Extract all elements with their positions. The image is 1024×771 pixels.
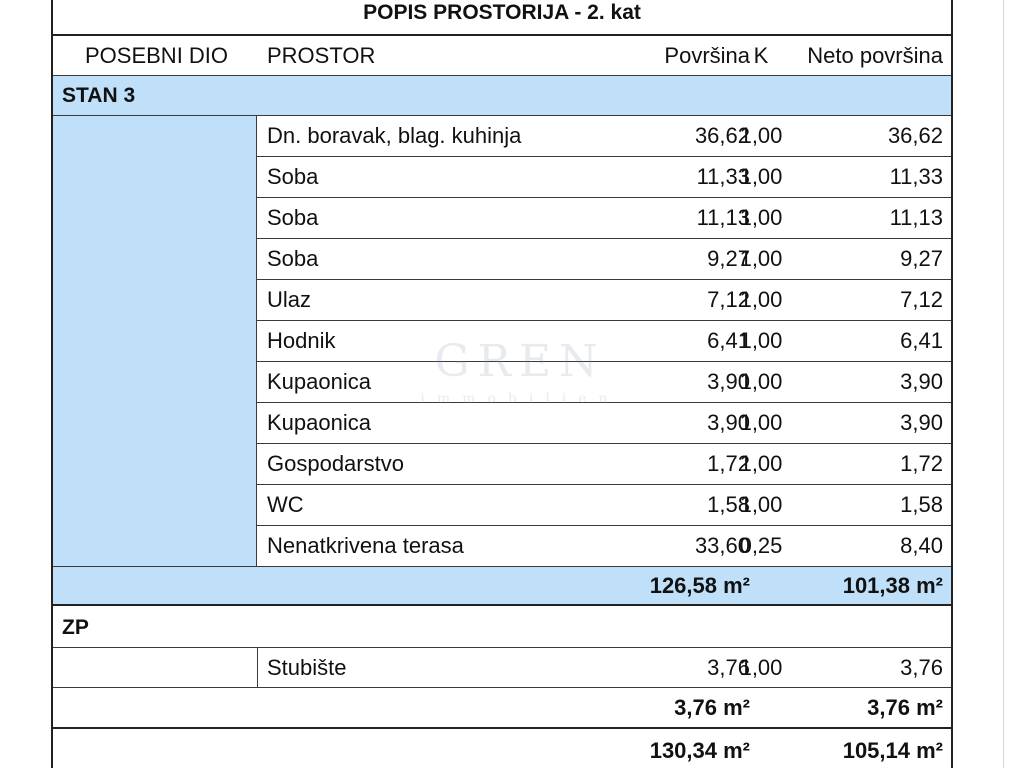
table-title-row — [53, 0, 951, 36]
stan3-total-neto: 101,38 m² — [842, 572, 943, 598]
room-name: Dn. boravak, blag. kuhinja — [267, 123, 522, 148]
table-row — [257, 239, 951, 280]
header-povrsina: Površina — [664, 42, 750, 68]
room-povrsina: 3,90 — [707, 410, 750, 435]
room-k: 0,25 — [739, 533, 783, 558]
stan3-total-row — [53, 566, 951, 606]
table-row — [257, 485, 951, 526]
room-neto: 1,58 — [900, 492, 943, 517]
room-neto: 36,62 — [887, 123, 943, 148]
room-povrsina: 1,72 — [707, 451, 750, 476]
table-row — [53, 648, 951, 688]
table-row — [257, 280, 951, 321]
room-name: Kupaonica — [267, 369, 371, 394]
table-row — [257, 198, 951, 239]
zp-total-row — [53, 689, 951, 729]
room-neto: 9,27 — [900, 246, 943, 271]
table-row — [257, 157, 951, 198]
room-povrsina: 6,41 — [707, 328, 750, 353]
table-row — [257, 116, 951, 157]
stan3-total-povrsina: 126,58 m² — [649, 572, 750, 598]
room-povrsina: 11,13 — [696, 205, 750, 230]
room-neto: 3,90 — [900, 369, 943, 394]
section-label-stan3: STAN 3 — [62, 83, 136, 107]
room-list-table — [51, 0, 953, 768]
header-k: K — [753, 42, 769, 68]
room-name: Soba — [267, 205, 319, 230]
room-k: 1,00 — [739, 328, 783, 353]
table-row — [257, 321, 951, 362]
room-neto: 11,13 — [889, 205, 943, 230]
room-k: 1,00 — [739, 451, 783, 476]
stan3-left-column — [53, 116, 257, 567]
table-row — [257, 526, 951, 567]
room-povrsina: 9,27 — [707, 246, 750, 271]
room-neto: 7,12 — [900, 287, 943, 312]
room-neto: 3,90 — [900, 410, 943, 435]
header-neto-povrsina: Neto površina — [807, 42, 943, 68]
zp-total-neto: 3,76 m² — [867, 695, 943, 720]
room-neto: 8,40 — [900, 533, 943, 558]
header-posebni-dio: POSEBNI DIO — [85, 42, 229, 68]
room-k: 1,00 — [739, 492, 783, 517]
room-povrsina: 3,76 — [707, 654, 750, 680]
room-k: 1,00 — [739, 246, 783, 271]
room-name: Kupaonica — [267, 410, 371, 435]
room-k: 1,00 — [739, 369, 783, 394]
room-name: Ulaz — [267, 287, 312, 312]
room-k: 1,00 — [739, 654, 783, 680]
section-row-stan3 — [53, 76, 951, 116]
table-header-row — [53, 36, 951, 76]
room-k: 1,00 — [739, 123, 783, 148]
header-prostor: PROSTOR — [267, 42, 376, 68]
room-neto: 11,33 — [889, 164, 943, 189]
room-k: 1,00 — [739, 205, 783, 230]
room-name: WC — [267, 492, 304, 517]
room-k: 1,00 — [739, 164, 783, 189]
grand-total-povrsina: 130,34 m² — [649, 738, 750, 763]
table-row — [257, 444, 951, 485]
section-label-zp: ZP — [62, 615, 89, 639]
watermark-brand: GREN — [434, 336, 606, 387]
zp-total-povrsina: 3,76 m² — [674, 695, 750, 720]
table-row — [257, 362, 951, 403]
room-k: 1,00 — [739, 287, 783, 312]
room-name: Stubište — [267, 654, 347, 680]
room-povrsina: 1,58 — [707, 492, 750, 517]
table-row — [257, 403, 951, 444]
room-povrsina: 36,62 — [694, 123, 750, 148]
watermark-sub: immobilien — [420, 391, 620, 407]
room-name: Nenatkrivena terasa — [267, 533, 464, 558]
room-name: Soba — [267, 164, 319, 189]
room-povrsina: 3,90 — [707, 369, 750, 394]
room-neto: 3,76 — [900, 654, 943, 680]
grand-total-row — [53, 731, 951, 771]
room-povrsina: 33,60 — [694, 533, 750, 558]
section-row-zp — [53, 608, 951, 648]
room-povrsina: 7,12 — [707, 287, 750, 312]
grand-total-neto: 105,14 m² — [842, 738, 943, 763]
room-k: 1,00 — [739, 410, 783, 435]
room-name: Soba — [267, 246, 319, 271]
room-name: Hodnik — [267, 328, 336, 353]
page-edge-divider — [1003, 0, 1004, 768]
room-povrsina: 11,33 — [696, 164, 750, 189]
room-neto: 6,41 — [900, 328, 943, 353]
room-neto: 1,72 — [900, 451, 943, 476]
table-title: POPIS PROSTORIJA - 2. kat — [363, 1, 641, 24]
room-name: Gospodarstvo — [267, 451, 404, 476]
